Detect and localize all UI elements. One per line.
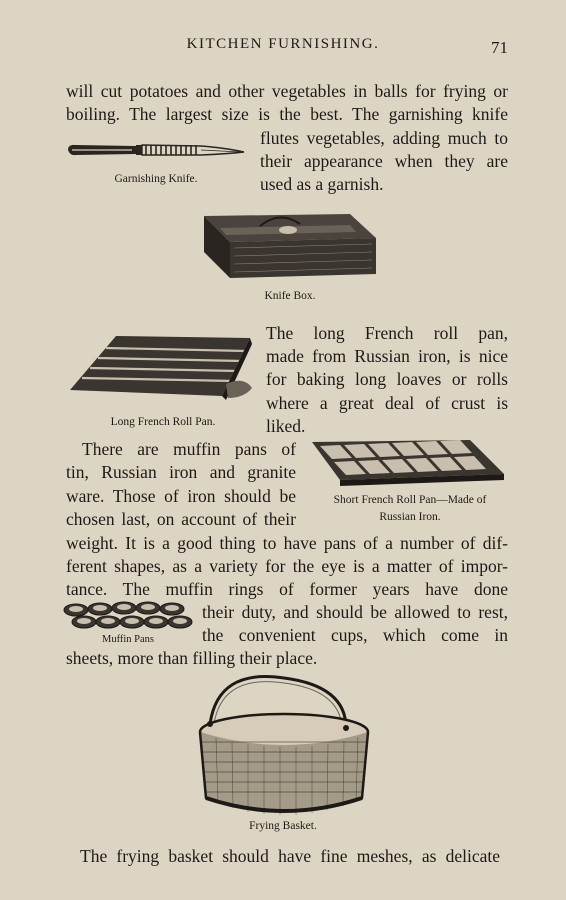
text-line: their appearance when they are: [260, 151, 508, 171]
knife-box-illustration: [200, 204, 380, 284]
caption-short-roll-pan-line2: Russian Iron.: [379, 511, 441, 523]
garnishing-knife-illustration: [66, 140, 246, 164]
text-line: their duty, and should be allowed to rest,: [202, 602, 508, 622]
text-line: sheets, more than filling their place.: [66, 648, 318, 668]
text-line: The long French roll pan,: [266, 323, 508, 343]
caption-muffin-pans: Muffin Pans: [101, 634, 155, 645]
text-line: will cut potatoes and other vegetables in balls for frying or: [66, 81, 508, 101]
caption-short-roll-pan-line1: Short French Roll Pan—Made of: [333, 494, 487, 506]
caption-garnishing-knife: Garnishing Knife.: [114, 173, 198, 185]
text-line: the convenient cups, which come in: [202, 625, 508, 645]
text-line: tance. The muffin rings of former years have done: [66, 579, 508, 599]
short-roll-pan-illustration: [310, 438, 506, 490]
text-line: boiling. The largest size is the best. The garnishing knife: [66, 104, 508, 124]
running-header: KITCHEN FURNISHING.: [186, 36, 380, 52]
text-line: chosen last, on account of their: [66, 509, 296, 529]
text-line: made from Russian iron, is nice: [266, 346, 508, 366]
text-line: ware. Those of iron should be: [66, 486, 296, 506]
text-line: where a great deal of crust is: [266, 393, 508, 413]
text-line: flutes vegetables, adding much to: [260, 128, 508, 148]
text-line: tin, Russian iron and granite: [66, 462, 296, 482]
caption-knife-box: Knife Box.: [264, 290, 316, 302]
page-number: 71: [491, 38, 508, 57]
text-line: ferent shapes, as a variety for the eye is a matter of impor-: [66, 556, 508, 576]
caption-frying-basket: Frying Basket.: [249, 820, 317, 832]
text-line: The frying basket should have fine meshes, as delicate: [80, 846, 500, 866]
caption-long-roll-pan: Long French Roll Pan.: [110, 416, 216, 428]
text-line: liked.: [266, 416, 306, 436]
long-roll-pan-illustration: [66, 332, 256, 402]
text-line: used as a garnish.: [260, 174, 384, 194]
text-line: for baking long loaves or rolls: [266, 369, 508, 389]
text-line: weight. It is a good thing to have pans of a number of dif-: [66, 533, 508, 553]
frying-basket-illustration: [196, 676, 372, 820]
muffin-pans-illustration: [62, 600, 196, 634]
text-line: There are muffin pans of: [82, 439, 296, 459]
